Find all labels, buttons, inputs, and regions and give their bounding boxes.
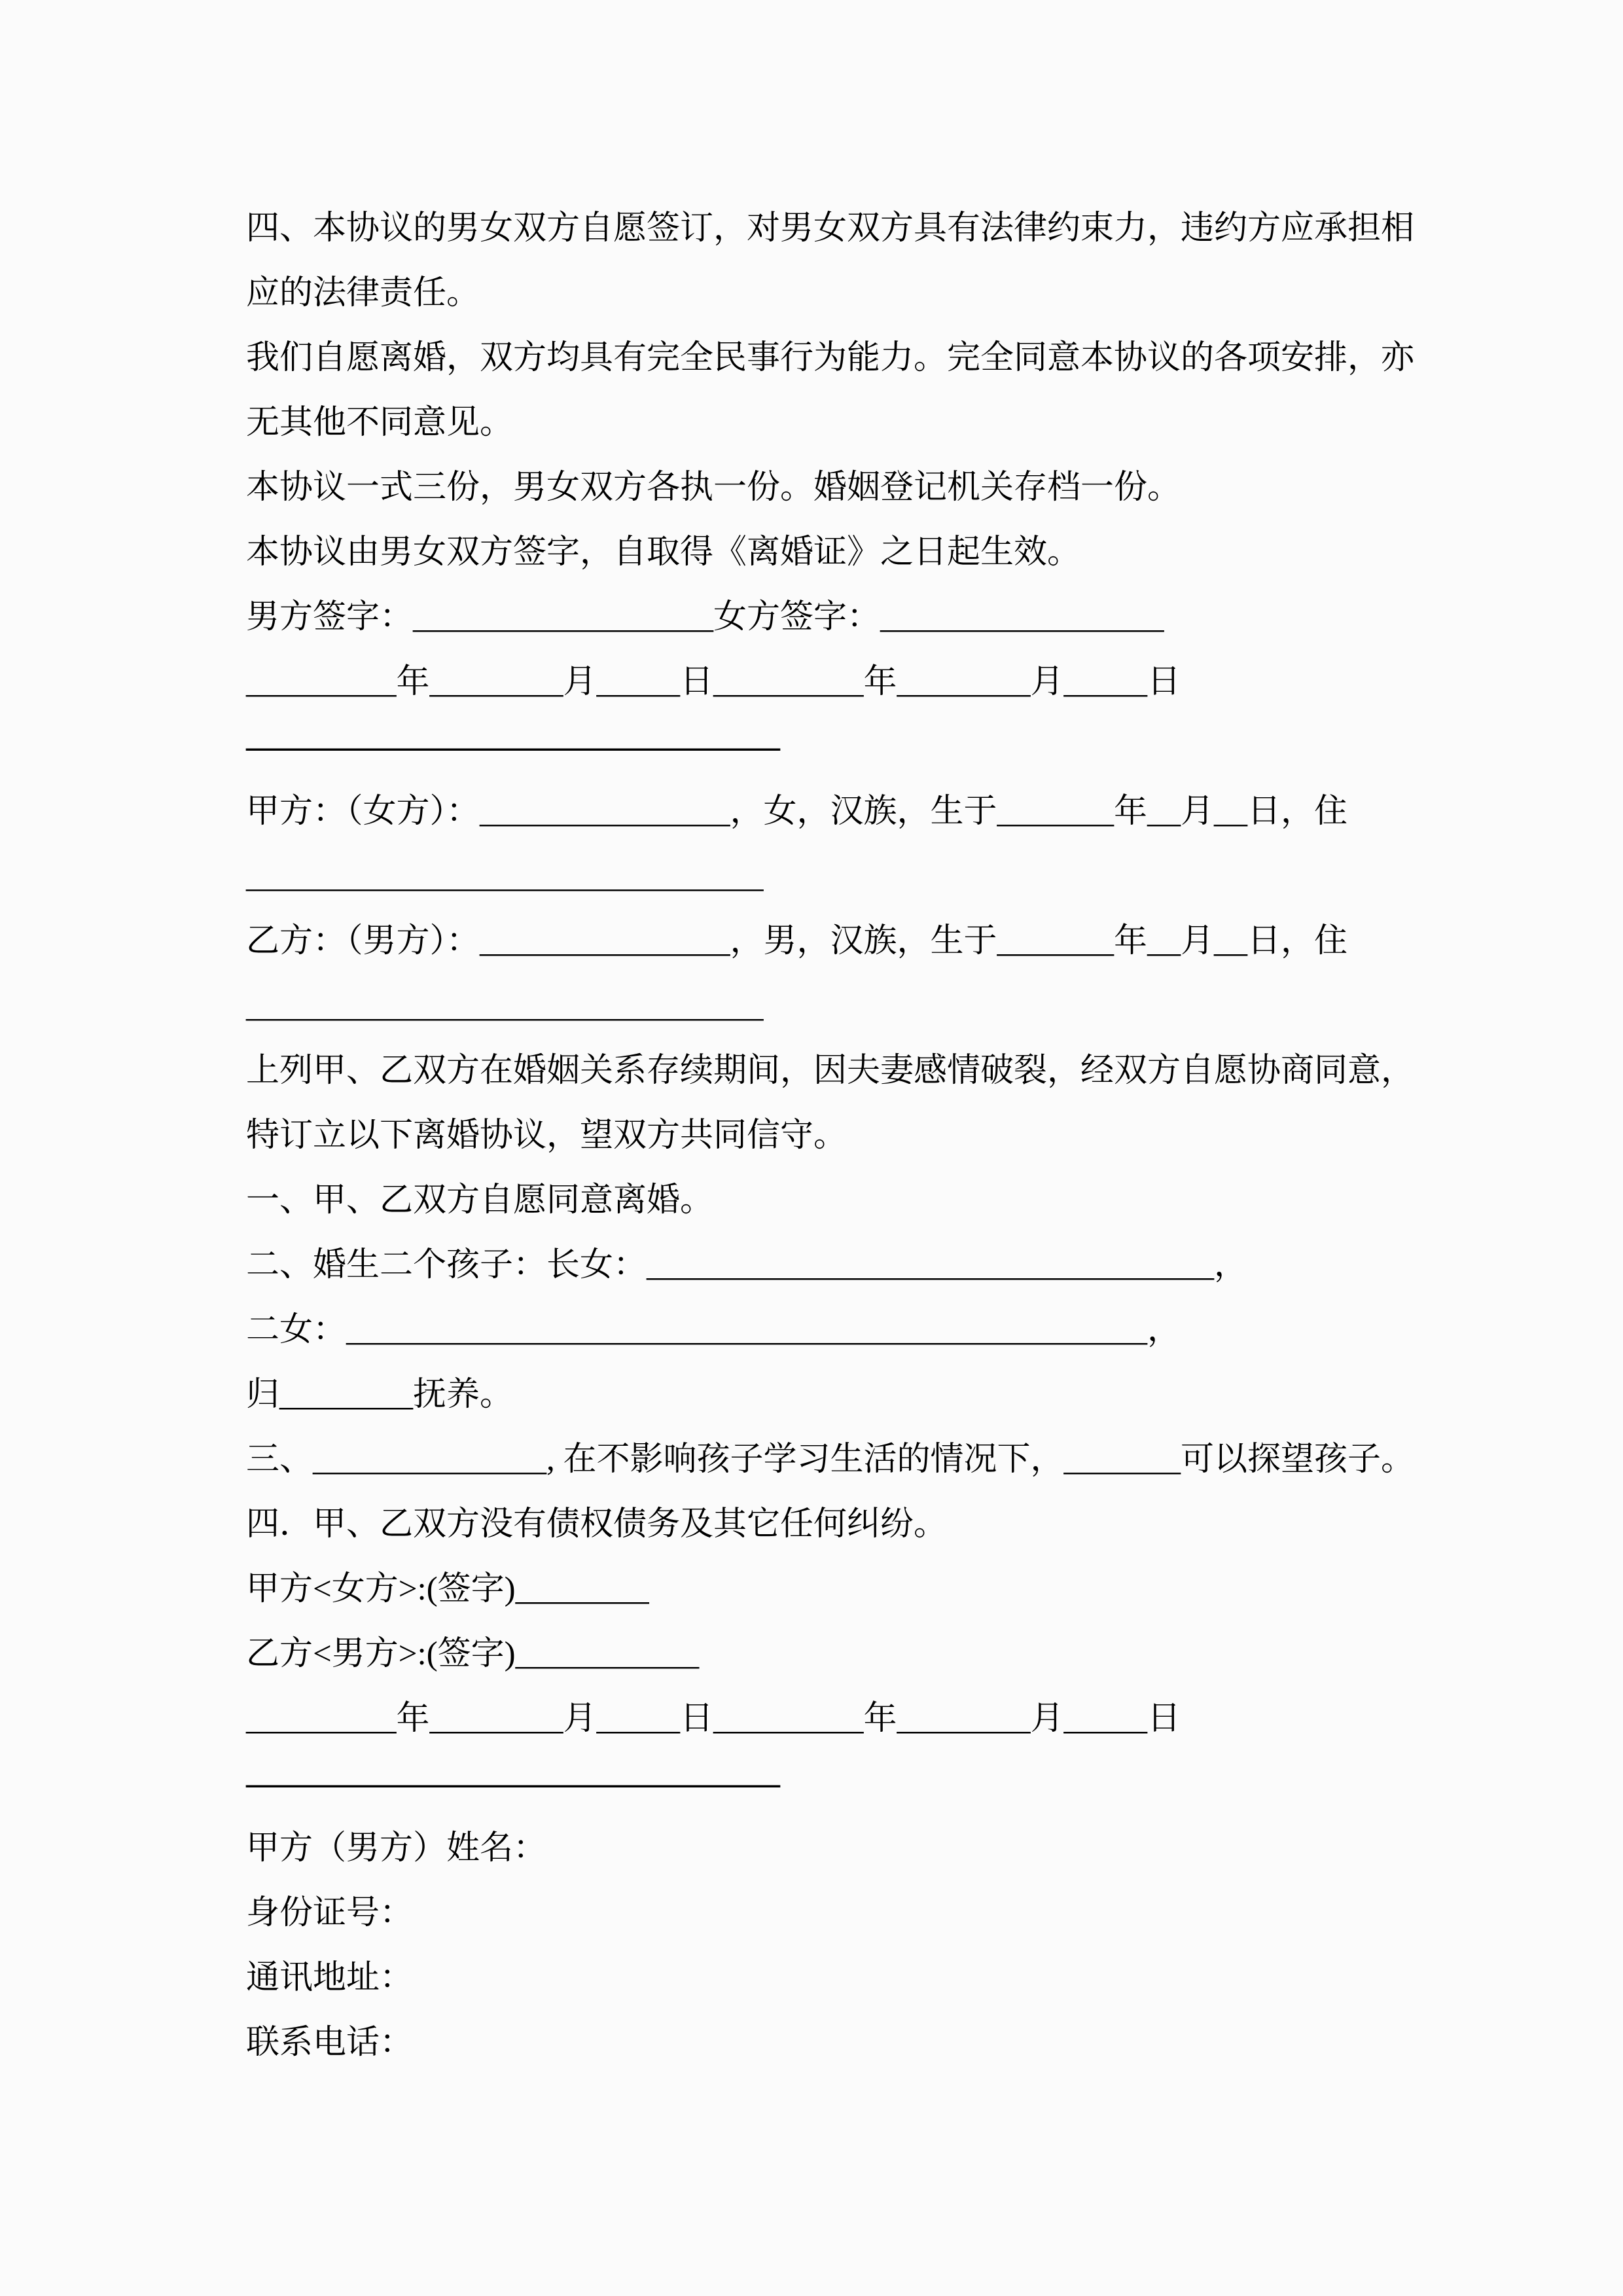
preamble-line2: 特订立以下离婚协议，望双方共同信守。 (246, 1117, 847, 1154)
item-2-eldest-daughter-blank: 二、婚生二个孩子：长女：__________________________________， (246, 1247, 1248, 1283)
party-a-address-blank: _______________________________ (246, 858, 764, 895)
item-1-voluntary-divorce: 一、甲、乙双方自愿同意离婚。 (246, 1182, 714, 1219)
phone-label: 联系电话： (246, 2024, 414, 2061)
item-2-custody-blank: 归________抚养。 (246, 1376, 514, 1413)
divider-dash-line-1: ———————————————— (246, 728, 780, 765)
clause-4-binding-force-line2: 应的法律责任。 (246, 275, 480, 312)
divider-dash-line-2: ———————————————— (246, 1765, 780, 1802)
party-b-info-line: 乙方：（男方）：_______________，男，汉族，生于_______年__月__日，住 (246, 923, 1348, 960)
item-4-no-debts-clause: 四．甲、乙双方没有债权债务及其它任何纠纷。 (246, 1506, 948, 1543)
party-b-address-blank: _______________________________ (246, 988, 764, 1024)
date-fill-line-2: _________年________月_____日_________年________月_____日 (246, 1700, 1181, 1737)
item-2-second-daughter-blank: 二女：________________________________________________， (246, 1312, 1181, 1348)
party-a-info-line: 甲方：（女方）：_______________，女，汉族，生于_______年__月__日，住 (246, 793, 1348, 830)
date-fill-line-1: _________年________月_____日_________年________月_____日 (246, 664, 1181, 700)
clause-4-binding-force-line1: 四、本协议的男女双方自愿签订，对男女双方具有法律约束力，违约方应承担相 (246, 210, 1415, 247)
id-number-label: 身份证号： (246, 1895, 414, 1931)
party-a-signature-blank: 甲方<女方>:(签字)________ (246, 1571, 649, 1607)
party-a-name-label: 甲方（男方）姓名： (246, 1830, 547, 1867)
voluntary-divorce-statement-line1: 我们自愿离婚，双方均具有完全民事行为能力。完全同意本协议的各项安排，亦 (246, 340, 1415, 376)
item-3-visitation-clause: 三、______________, 在不影响孩子学习生活的情况下，_______可以探望孩子。 (246, 1441, 1415, 1478)
party-b-signature-blank: 乙方<男方>:(签字)___________ (246, 1636, 700, 1672)
voluntary-divorce-statement-line2: 无其他不同意见。 (246, 404, 514, 441)
copies-clause: 本协议一式三份，男女双方各执一份。婚姻登记机关存档一份。 (246, 469, 1181, 506)
preamble-line1: 上列甲、乙双方在婚姻关系存续期间，因夫妻感情破裂，经双方自愿协商同意， (246, 1052, 1415, 1089)
effective-date-clause: 本协议由男女双方签字，自取得《离婚证》之日起生效。 (246, 534, 1081, 571)
signature-blanks-male-female: 男方签字：__________________女方签字：_________________ (246, 599, 1164, 636)
mailing-address-label: 通讯地址： (246, 1960, 414, 1996)
